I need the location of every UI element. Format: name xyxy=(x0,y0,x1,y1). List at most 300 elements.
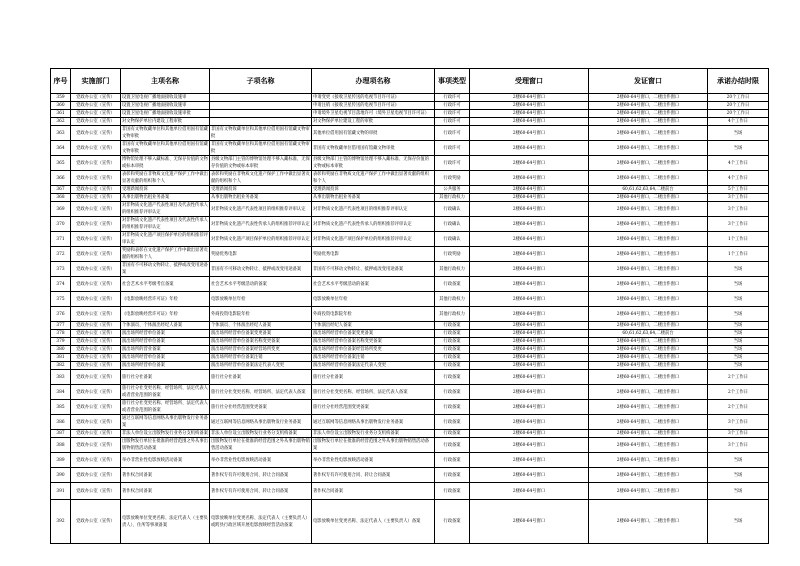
row-accept-window: 2楼60-64号窗口 xyxy=(470,362,589,370)
row-department: 党政办公室（宣传） xyxy=(71,110,121,118)
row-item-type: 其他行政权力 xyxy=(435,307,470,322)
row-time-limit: 当场 xyxy=(708,453,769,468)
row-number: 383 xyxy=(51,370,71,385)
row-handling-item: 对非物质文化遗产项目保护单位的组织推荐评审认定 xyxy=(312,232,435,247)
row-accept-window: 2楼60-64号窗口 xyxy=(470,400,589,415)
row-time-limit: 1个工作日 xyxy=(708,232,769,247)
row-number: 360 xyxy=(51,102,71,110)
row-time-limit: 20个工作日 xyxy=(708,102,769,110)
row-accept-window: 2楼60-64号窗口 xyxy=(470,385,589,400)
row-department: 党政办公室（宣传） xyxy=(71,156,121,171)
table-row xyxy=(51,415,769,430)
table-row xyxy=(51,118,769,126)
row-issue-window: 2楼60-64号窗口，二楼出件窗口 xyxy=(589,483,708,500)
row-handling-item: 著作权合同备案 xyxy=(312,483,435,500)
row-accept-window: 2楼60-64号窗口 xyxy=(470,346,589,354)
row-handling-item: 演出场所经营单位备案经营场所变更 xyxy=(312,346,435,354)
row-time-limit: 3个工作日 xyxy=(708,430,769,438)
row-time-limit: 当场 xyxy=(708,277,769,292)
row-handling-item: 对非物质文化遗产代表性项目的组织推荐评审认定 xyxy=(312,202,435,217)
row-issue-window: 2楼60-64号窗口，二楼出件窗口 xyxy=(589,247,708,262)
row-handling-item: 县级文物部门主管的博物馆处理不够入藏标准、无保存价值的文物或标本审批 xyxy=(312,156,435,171)
row-accept-window: 2楼60-64号窗口 xyxy=(470,330,589,338)
row-accept-window: 2楼60-64号窗口 xyxy=(470,110,589,118)
row-time-limit: 当场 xyxy=(708,483,769,500)
row-accept-window: 2楼60-64号窗口 xyxy=(470,118,589,126)
row-number: 386 xyxy=(51,415,71,430)
row-department: 党政办公室（宣传） xyxy=(71,415,121,430)
row-handling-item: 对文物保护单位建设工程的审批 xyxy=(312,118,435,126)
row-main-item: 演出场所经营单位备案 xyxy=(121,362,210,370)
row-item-type: 行政备案 xyxy=(435,453,470,468)
row-accept-window: 2楼60-64号窗口 xyxy=(470,453,589,468)
row-handling-item: 社会艺术水平考级活动的备案 xyxy=(312,277,435,292)
row-sub-item: 从事出版物出租业务备案 xyxy=(210,194,312,202)
row-department: 党政办公室（宣传） xyxy=(71,330,121,338)
row-sub-item: 演出场所经营单位备案经营场所变更 xyxy=(210,346,312,354)
row-issue-window: 2楼60-64号窗口，二楼出件窗口 xyxy=(589,194,708,202)
table-row xyxy=(51,232,769,247)
row-number: 377 xyxy=(51,322,71,330)
row-number: 359 xyxy=(51,94,71,102)
table-row xyxy=(51,247,769,262)
row-time-limit: 2个工作日 xyxy=(708,370,769,385)
row-time-limit: 3个工作日 xyxy=(708,202,769,217)
row-main-item: 非国有文物收藏单位和其他单位借用国有馆藏文物审批 xyxy=(122,142,208,154)
row-time-limit: 20个工作日 xyxy=(708,94,769,102)
row-accept-window: 2楼60-64号窗口 xyxy=(470,430,589,438)
row-handling-item: 举办非营业性电影放映活动备案 xyxy=(312,453,435,468)
row-item-type: 行政备案 xyxy=(435,385,470,400)
row-handling-item: 奖励优秀电影 xyxy=(312,247,435,262)
table-row xyxy=(51,126,769,141)
row-sub-item: 著作权专有许可使用合同、转让合同备案 xyxy=(210,468,312,483)
row-item-type: 行政许可 xyxy=(435,141,470,156)
row-issue-window: 2楼60-64号窗口，二楼出件窗口 xyxy=(589,430,708,438)
row-number: 379 xyxy=(51,338,71,346)
row-handling-item: 非国有不可移动文物转让、抵押或改变用途备案 xyxy=(312,262,435,277)
row-item-type: 行政备案 xyxy=(435,346,470,354)
row-department: 党政办公室（宣传） xyxy=(71,126,121,141)
row-issue-window: 2楼60-64号窗口，二楼出件窗口 xyxy=(589,232,708,247)
table-row xyxy=(51,110,769,118)
row-department: 党政办公室（宣传） xyxy=(71,453,121,468)
row-department: 党政办公室（宣传） xyxy=(71,118,121,126)
row-sub-item: 个体演员、个体演出经纪人备案 xyxy=(210,322,312,330)
header-no: 序号 xyxy=(51,69,71,94)
row-main-item: 演出场所经营单位备案 xyxy=(121,354,210,362)
row-sub-item xyxy=(210,110,312,118)
row-sub-item: 通过互联网等信息网络从事出版物发行业务备案 xyxy=(210,415,312,430)
row-item-type: 行政确认 xyxy=(435,217,470,232)
row-issue-window: 2楼60-64号窗口，二楼出件窗口 xyxy=(589,370,708,385)
row-sub-item: 演出场所经营单位备案注销 xyxy=(210,354,312,362)
row-handling-item: 电影放映单位年检 xyxy=(312,292,435,307)
table-row xyxy=(51,194,769,202)
row-department: 党政办公室（宣传） xyxy=(71,307,121,322)
row-sub-item: 社会艺术水平考级活动的备案 xyxy=(210,277,312,292)
service-items-table-sheet xyxy=(50,68,768,544)
row-accept-window: 2楼60-64号窗口 xyxy=(470,202,589,217)
row-main-item: 博物馆处理不够入藏标准、无保存价值的文物或标本审批 xyxy=(122,157,208,169)
row-main-item: 旅行社分社变更名称、经营场所、法定代表人或者营业范围的备案 xyxy=(122,386,208,398)
row-department: 党政办公室（宣传） xyxy=(71,186,121,194)
row-issue-window: 2楼60-64号窗口，二楼出件窗口 xyxy=(589,292,708,307)
row-number: 388 xyxy=(51,438,71,453)
row-handling-item: 表彰和奖励在非物质文化遗产保护工作中做出显著贡献的组织和个人 xyxy=(312,171,435,186)
row-main-item: 奖励和表彰在文化遗产保护工作中做出显著贡献的组织和个人 xyxy=(122,248,208,260)
row-main-item: 受理新闻投诉 xyxy=(121,186,210,194)
row-department: 党政办公室（宣传） xyxy=(71,217,121,232)
row-issue-window: 2楼60-64号窗口，二楼出件窗口 xyxy=(589,102,708,110)
row-sub-item: 非国有不可移动文物转让、抵押或改变用途备案 xyxy=(210,262,312,277)
row-handling-item: 演出场所经营单位备案名称变更备案 xyxy=(312,338,435,346)
row-main-item: 著作权合同备案 xyxy=(121,483,210,500)
table-row xyxy=(51,186,769,194)
table-row xyxy=(51,141,769,156)
row-time-limit: 20个工作日 xyxy=(708,110,769,118)
row-main-item: 设置卫星电视广播地面接收设施审 xyxy=(121,102,210,110)
table-row xyxy=(51,94,769,102)
row-accept-window: 2楼60-64号窗口 xyxy=(470,126,589,141)
row-item-type: 行政许可 xyxy=(435,156,470,171)
row-accept-window: 2楼60-64号窗口 xyxy=(470,102,589,110)
table-row xyxy=(51,362,769,370)
row-number: 381 xyxy=(51,354,71,362)
row-accept-window: 2楼60-64号窗口 xyxy=(470,186,589,194)
row-department: 党政办公室（宣传） xyxy=(71,262,121,277)
table-row xyxy=(51,483,769,500)
row-issue-window: 2楼60-64号窗口，二楼出件窗口 xyxy=(589,338,708,346)
row-department: 党政办公室（宣传） xyxy=(71,94,121,102)
row-handling-item: 著作权专有许可使用合同、转让合同备案 xyxy=(312,468,435,483)
row-department: 党政办公室（宣传） xyxy=(71,338,121,346)
row-department: 党政办公室（宣传） xyxy=(71,430,121,438)
row-main-item: 演出场所经营单位备案 xyxy=(121,330,210,338)
row-department: 党政办公室（宣传） xyxy=(71,346,121,354)
row-sub-item: 受理新闻投诉 xyxy=(210,186,312,194)
row-handling-item: 演出场所经营单位备案注销 xyxy=(312,354,435,362)
row-item-type: 行政备案 xyxy=(435,277,470,292)
row-department: 党政办公室（宣传） xyxy=(71,102,121,110)
table-row xyxy=(51,330,769,338)
row-accept-window: 2楼60-64号窗口 xyxy=(470,277,589,292)
row-issue-window: 2楼60-64号窗口，二楼出件窗口 xyxy=(589,415,708,430)
row-number: 380 xyxy=(51,346,71,354)
row-number: 373 xyxy=(51,262,71,277)
row-accept-window: 2楼60-64号窗口 xyxy=(470,415,589,430)
row-issue-window: 2楼60-64号窗口，二楼出件窗口 xyxy=(589,118,708,126)
row-department: 党政办公室（宣传） xyxy=(71,354,121,362)
table-row xyxy=(51,202,769,217)
row-sub-item: 旅行社分社变更名称、经营场所、法定代表人备案 xyxy=(210,385,312,400)
row-handling-item: 个体演出经纪人备案 xyxy=(312,322,435,330)
row-sub-item: 演出场所经营单位备案法定代表人变更 xyxy=(210,362,312,370)
table-row xyxy=(51,385,769,400)
row-handling-item: 受理新闻投诉 xyxy=(312,186,435,194)
header-issue-window: 发证窗口 xyxy=(589,69,708,94)
row-number: 384 xyxy=(51,385,71,400)
row-number: 375 xyxy=(51,292,71,307)
row-accept-window: 2楼60-64号窗口 xyxy=(470,94,589,102)
row-department: 党政办公室（宣传） xyxy=(71,468,121,483)
row-department: 党政办公室（宣传） xyxy=(71,277,121,292)
table-row xyxy=(51,292,769,307)
row-main-item: 非法人单位设立出版物发行业务分支机构备案 xyxy=(122,431,208,436)
row-accept-window: 2楼60-64号窗口 xyxy=(470,292,589,307)
row-issue-window: 2楼60-64号窗口，二楼出件窗口 xyxy=(589,217,708,232)
row-item-type: 行政备案 xyxy=(435,338,470,346)
row-number: 366 xyxy=(51,171,71,186)
row-time-limit: 4个工作日 xyxy=(708,118,769,126)
row-issue-window: 2楼60-64号窗口，二楼出件窗口 xyxy=(589,500,708,544)
row-item-type: 行政奖励 xyxy=(435,171,470,186)
row-number: 392 xyxy=(51,500,71,544)
row-number: 391 xyxy=(51,483,71,500)
row-main-item: 电影放映单位变更名称、法定代表人（主要负责人）、住所等事项备案 xyxy=(121,500,210,544)
row-main-item: 《电影放映经营许可证》年检 xyxy=(121,307,210,322)
row-sub-item: 对非物质文化遗产代表性项目的组织推荐评审认定 xyxy=(210,202,312,217)
row-item-type: 行政备案 xyxy=(435,370,470,385)
row-time-limit: 当场 xyxy=(708,292,769,307)
row-main-item: 社会艺术水平考级考官备案 xyxy=(121,277,210,292)
row-time-limit: 2个工作日 xyxy=(708,400,769,415)
row-issue-window: 2楼60-64号窗口，二楼出件窗口 xyxy=(589,346,708,354)
row-main-item: 《电影放映经营许可证》年检 xyxy=(121,292,210,307)
row-handling-item: 其他单位借用国有馆藏文物的审批 xyxy=(312,126,435,141)
row-number: 372 xyxy=(51,247,71,262)
row-issue-window: 2楼60-64号窗口，二楼出件窗口 xyxy=(589,400,708,415)
header-sub-item: 子项名称 xyxy=(210,69,312,94)
row-item-type: 其他行政权力 xyxy=(435,262,470,277)
row-main-item: 出版物发行单位在批准的经营范围之外从事出版物销售活动备案 xyxy=(122,439,208,451)
row-item-type: 行政许可 xyxy=(435,126,470,141)
row-number: 387 xyxy=(51,430,71,438)
row-item-type: 行政许可 xyxy=(435,110,470,118)
row-accept-window: 2楼60-64号窗口 xyxy=(470,468,589,483)
row-main-item: 通过互联网等信息网络从事出版物发行业务备案 xyxy=(122,416,208,428)
row-sub-item: 奖励优秀电影 xyxy=(210,247,312,262)
row-item-type: 行政备案 xyxy=(435,354,470,362)
table-row xyxy=(51,430,769,438)
row-issue-window: 2楼60-64号窗口，二楼出件窗口 xyxy=(589,468,708,483)
row-time-limit: 当场 xyxy=(708,362,769,370)
table-row xyxy=(51,156,769,171)
row-main-item: 对文物保护单位内建设工程审批 xyxy=(121,118,210,126)
row-sub-item: 举办非营业性电影放映活动备案 xyxy=(210,453,312,468)
row-time-limit: 4个工作日 xyxy=(708,171,769,186)
row-item-type: 行政备案 xyxy=(435,438,470,453)
service-items-table xyxy=(50,68,769,544)
row-accept-window: 2楼60-64号窗口 xyxy=(470,217,589,232)
row-time-limit: 当场 xyxy=(708,500,769,544)
table-row xyxy=(51,307,769,322)
row-number: 364 xyxy=(51,141,71,156)
row-number: 368 xyxy=(51,194,71,202)
row-item-type: 行政备案 xyxy=(435,362,470,370)
row-handling-item: 通过互联网等信息网络从事出版物发行业务备案 xyxy=(312,415,435,430)
row-department: 党政办公室（宣传） xyxy=(71,202,121,217)
row-time-limit: 当场 xyxy=(708,141,769,156)
row-handling-item: 演出场所经营单位备案变更备案 xyxy=(312,330,435,338)
row-sub-item: 出版物发行单位在批准的经营范围之外从事出版物销售活动备案 xyxy=(211,439,310,451)
row-handling-item: 电影放映单位变更名称、法定代表人（主要负责人）备案 xyxy=(312,500,435,544)
row-time-limit: 5个工作日 xyxy=(708,186,769,194)
row-issue-window: 2楼60-64号窗口，二楼出件窗口 xyxy=(589,307,708,322)
row-item-type: 行政备案 xyxy=(435,415,470,430)
row-time-limit: 2个工作日 xyxy=(708,385,769,400)
table-row xyxy=(51,338,769,346)
row-number: 382 xyxy=(51,362,71,370)
row-item-type: 行政许可 xyxy=(435,94,470,102)
row-time-limit: 4个工作日 xyxy=(708,156,769,171)
row-issue-window: 2楼60-64号窗口，二楼出件窗口 xyxy=(589,156,708,171)
row-handling-item: 申请变更《接收卫星传送的电视节目许可证》 xyxy=(312,94,435,102)
row-item-type: 行政备案 xyxy=(435,483,470,500)
row-issue-window: 2楼60-64号窗口，二楼出件窗口 xyxy=(589,262,708,277)
row-sub-item: 对非物质文化遗产项目保护单位的组织推荐评审认定 xyxy=(210,232,312,247)
row-issue-window: 2楼60-64号窗口，二楼出件窗口 xyxy=(589,94,708,102)
table-row xyxy=(51,277,769,292)
row-time-limit: 当场 xyxy=(708,322,769,330)
row-time-limit: 3个工作日 xyxy=(708,438,769,453)
table-row xyxy=(51,322,769,330)
row-accept-window: 2楼60-64号窗口 xyxy=(470,194,589,202)
row-handling-item: 非国有文物收藏单位借用国有馆藏文物审批 xyxy=(312,141,435,156)
row-accept-window: 2楼60-64号窗口 xyxy=(470,307,589,322)
row-sub-item: 非法人单位设立出版物发行业务分支机构备案 xyxy=(210,430,312,438)
table-row xyxy=(51,171,769,186)
row-issue-window: 2楼60-64号窗口，二楼出件窗口 xyxy=(589,453,708,468)
row-handling-item: 对非物质文化遗产代表性传承人的组织推荐评审认定 xyxy=(312,217,435,232)
row-item-type: 行政奖励 xyxy=(435,247,470,262)
row-sub-item: 演出场所经营单位备案名称变更备案 xyxy=(210,338,312,346)
row-item-type: 行政备案 xyxy=(435,500,470,544)
row-sub-item: 旅行社分社备案 xyxy=(210,370,312,385)
row-handling-item: 演出场所经营单位备案法定代表人变更 xyxy=(312,362,435,370)
row-department: 党政办公室（宣传） xyxy=(71,194,121,202)
row-issue-window: 2楼60-64号窗口，二楼出件窗口 xyxy=(589,362,708,370)
row-time-limit: 当场 xyxy=(708,346,769,354)
row-main-item: 对非物质文化遗产代表性项目及代表性传承人的组织推荐评审认定 xyxy=(122,218,208,230)
table-row xyxy=(51,217,769,232)
row-main-item: 著作权合同备案 xyxy=(121,468,210,483)
row-issue-window: 60,61,62,63,64,二楼前台 xyxy=(589,186,708,194)
row-main-item: 个体演员、个体演出经纪人备案 xyxy=(121,322,210,330)
row-handling-item: 申请注销《接收卫星传送的电视节目许可证》 xyxy=(312,102,435,110)
row-main-item: 旅行社分社变更名称、经营场所、法定代表人或者营业范围的备案 xyxy=(122,401,208,413)
row-issue-window: 2楼60-64号窗口，二楼出件窗口 xyxy=(589,126,708,141)
row-main-item: 演出场所经营单位备案 xyxy=(121,338,210,346)
row-main-item: 对非物质文化遗产代表性项目及代表性传承人的组织推荐评审认定 xyxy=(122,203,208,215)
row-time-limit: 1个工作日 xyxy=(708,247,769,262)
row-sub-item xyxy=(210,94,312,102)
row-sub-item: 著作权专有许可使用合同、转让合同备案 xyxy=(210,483,312,500)
table-row xyxy=(51,346,769,354)
row-accept-window: 2楼60-64号窗口 xyxy=(470,262,589,277)
row-time-limit: 当场 xyxy=(708,126,769,141)
table-row xyxy=(51,262,769,277)
row-sub-item: 演出场所经营单位备案变更备案 xyxy=(210,330,312,338)
row-number: 369 xyxy=(51,202,71,217)
row-item-type: 其他行政权力 xyxy=(435,194,470,202)
row-accept-window: 2楼60-64号窗口 xyxy=(470,322,589,330)
row-accept-window: 2楼60-64号窗口 xyxy=(470,338,589,346)
row-item-type: 行政备案 xyxy=(435,322,470,330)
row-handling-item: 旅行社分社备案 xyxy=(312,370,435,385)
row-sub-item: 旅行社分社经营范围变更备案 xyxy=(210,400,312,415)
table-row xyxy=(51,438,769,453)
row-sub-item: 电影放映单位年检 xyxy=(210,292,312,307)
row-accept-window: 2楼60-64号窗口 xyxy=(470,141,589,156)
row-department: 党政办公室（宣传） xyxy=(71,370,121,385)
row-number: 365 xyxy=(51,156,71,171)
row-time-limit: 当场 xyxy=(708,354,769,362)
row-department: 党政办公室（宣传） xyxy=(71,500,121,544)
row-issue-window: 2楼60-64号窗口，二楼出件窗口 xyxy=(589,171,708,186)
row-accept-window: 2楼60-64号窗口 xyxy=(470,500,589,544)
row-department: 党政办公室（宣传） xyxy=(71,322,121,330)
row-sub-item: 县级文物部门主管的博物馆处理不够入藏标准、无保存价值的文物或标本审批 xyxy=(211,157,310,169)
row-number: 367 xyxy=(51,186,71,194)
row-accept-window: 2楼60-64号窗口 xyxy=(470,156,589,171)
row-issue-window: 60,61,62,63,64,二楼前台 xyxy=(589,330,708,338)
header-accept-window: 受理窗口 xyxy=(470,69,589,94)
row-issue-window: 2楼60-64号窗口，二楼出件窗口 xyxy=(589,141,708,156)
row-sub-item xyxy=(210,118,312,126)
table-row xyxy=(51,468,769,483)
row-accept-window: 2楼60-64号窗口 xyxy=(470,438,589,453)
row-item-type: 行政备案 xyxy=(435,468,470,483)
row-sub-item: 对非物质文化遗产代表性传承人的组织推荐评审认定 xyxy=(210,217,312,232)
row-time-limit: 当场 xyxy=(708,307,769,322)
row-sub-item: 非国有文物收藏单位和其他单位借用国有馆藏文物审批 xyxy=(211,127,310,139)
row-handling-item: 旅行社分社变更名称、经营场所、法定代表人备案 xyxy=(312,385,435,400)
row-item-type: 其他行政权力 xyxy=(435,292,470,307)
row-item-type: 行政备案 xyxy=(435,330,470,338)
row-department: 党政办公室（宣传） xyxy=(71,483,121,500)
row-number: 378 xyxy=(51,330,71,338)
row-department: 党政办公室（宣传） xyxy=(71,362,121,370)
row-main-item: 从事出版物出租业务备案 xyxy=(121,194,210,202)
table-row xyxy=(51,370,769,385)
row-time-limit: 3个工作日 xyxy=(708,194,769,202)
row-department: 党政办公室（宣传） xyxy=(71,400,121,415)
row-accept-window: 2楼60-64号窗口 xyxy=(470,232,589,247)
row-department: 党政办公室（宣传） xyxy=(71,232,121,247)
row-main-item: 非国有不可移动文物转让、抵押或改变用途备案 xyxy=(122,263,208,275)
row-issue-window: 2楼60-64号窗口，二楼出件窗口 xyxy=(589,322,708,330)
row-handling-item: 出版物发行单位在批准的经营范围之外从事出版物销售活动备案 xyxy=(312,438,435,453)
header-time-limit: 承诺办结时限 xyxy=(708,69,769,94)
row-item-type: 行政备案 xyxy=(435,430,470,438)
row-time-limit: 3个工作日 xyxy=(708,415,769,430)
row-accept-window: 2楼60-64号窗口 xyxy=(470,247,589,262)
header-item-type: 事项类型 xyxy=(435,69,470,94)
row-sub-item xyxy=(210,102,312,110)
header-handling-item: 办理项名称 xyxy=(312,69,435,94)
row-number: 371 xyxy=(51,232,71,247)
row-item-type: 行政许可 xyxy=(435,102,470,110)
row-main-item: 非国有文物收藏单位和其他单位借用国有馆藏文物审批 xyxy=(122,127,208,139)
row-handling-item: 非法人单位设立出版物发行业务分支机构备案 xyxy=(312,430,435,438)
table-row xyxy=(51,354,769,362)
row-main-item: 设置卫星电视广播地面接收设施审 xyxy=(121,94,210,102)
row-department: 党政办公室（宣传） xyxy=(71,171,121,186)
row-number: 390 xyxy=(51,468,71,483)
row-main-item: 旅行社分社备案 xyxy=(121,370,210,385)
row-number: 361 xyxy=(51,110,71,118)
